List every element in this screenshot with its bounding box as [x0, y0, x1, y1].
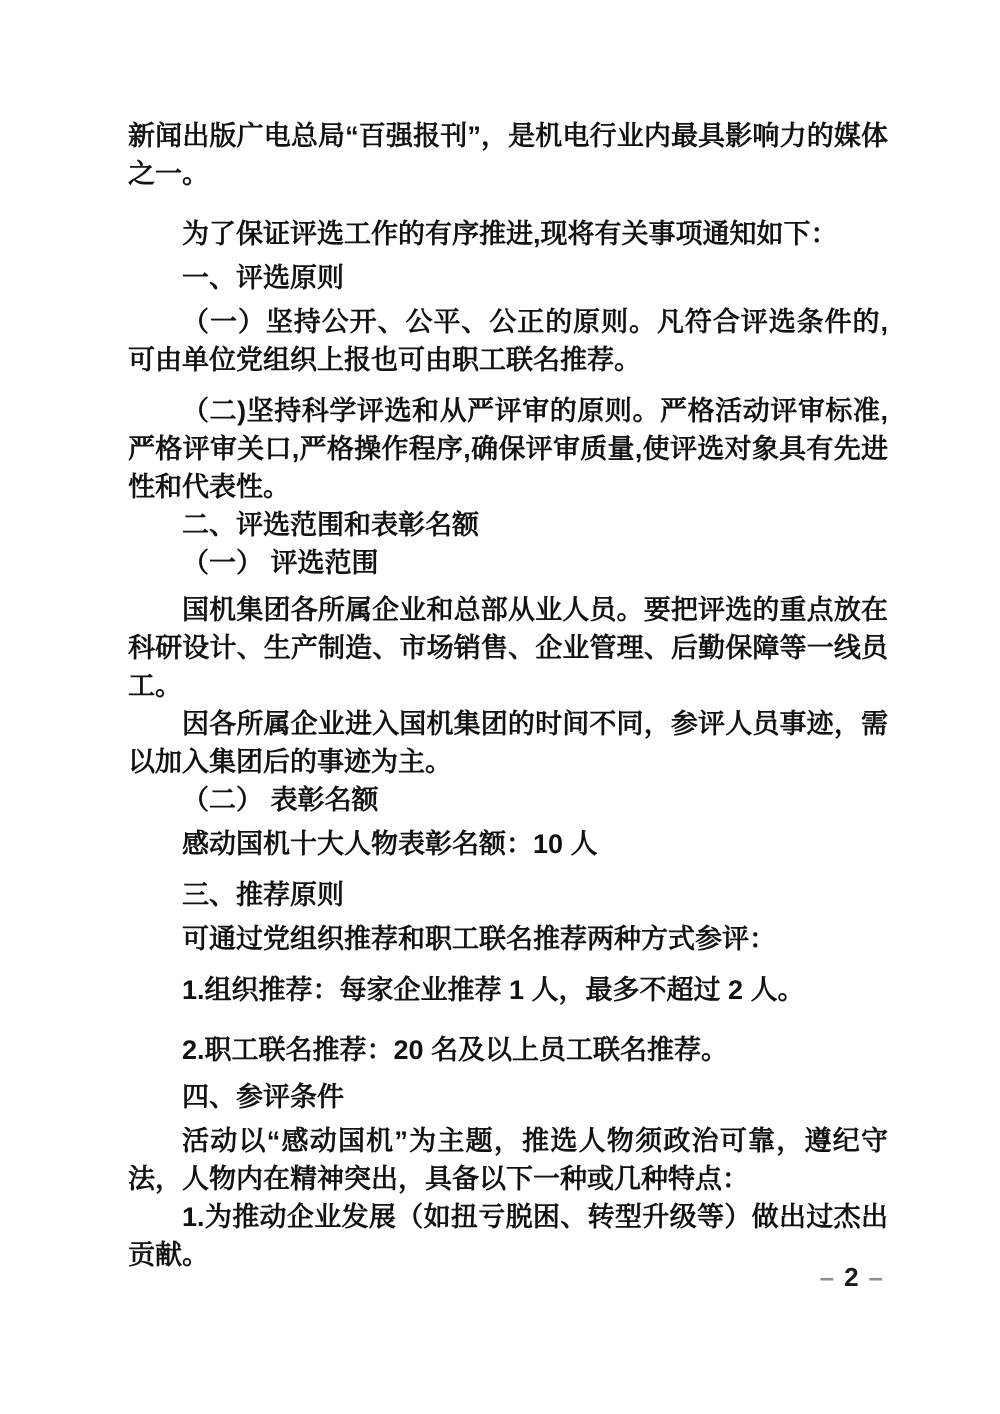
paragraph-recommendation-org: 1.组织推荐：每家企业推荐 1 人，最多不超过 2 人。: [182, 975, 805, 1005]
paragraph-principle-1: （一）坚持公开、公平、公正的原则。凡符合评选条件的,可由单位党组织上报也可由职工联名推荐。: [128, 307, 888, 375]
paragraph-criteria-1: 1.为推动企业发展（如扭亏脱困、转型升级等）做出过杰出贡献。: [128, 1202, 888, 1270]
paragraph-recommendation-joint: 2.职工联名推荐：20 名及以上员工联名推荐。: [182, 1035, 729, 1065]
paragraph-notice-intro: 为了保证评选工作的有序推进,现将有关事项通知如下：: [182, 219, 838, 249]
page-number-right-dash: –: [868, 1262, 883, 1292]
paragraph-media-continuation: 新闻出版广电总局“百强报刊”，是机电行业内最具影响力的媒体之一。: [128, 121, 888, 189]
paragraph-principle-2: （二)坚持科学评选和从严评审的原则。严格活动评审标准,严格评审关口,严格操作程序,确保评审质量,使评选对象具有先进性和代表性。: [128, 396, 888, 502]
paragraph-quota: 感动国机十大人物表彰名额：10 人: [182, 829, 598, 859]
paragraph-scope: 国机集团各所属企业和总部从业人员。要把评选的重点放在科研设计、生产制造、市场销售、企业管理、后勤保障等一线员工。: [128, 595, 888, 701]
paragraph-criteria-intro: 活动以“感动国机”为主题，推选人物须政治可靠，遵纪守法，人物内在精神突出，具备以下一种或几种特点：: [128, 1126, 888, 1194]
heading-3-recommendation: 三、推荐原则: [182, 880, 344, 910]
page-number: [820, 1262, 883, 1292]
page-number-value: 2: [844, 1262, 859, 1292]
page-number-left-dash: –: [819, 1262, 835, 1292]
subheading-2-1-scope: （一） 评选范围: [182, 548, 379, 578]
heading-1-selection-principles: 一、评选原则: [182, 263, 344, 293]
paragraph-recommendation-intro: 可通过党组织推荐和职工联名推荐两种方式参评：: [182, 924, 776, 954]
heading-4-criteria: 四、参评条件: [182, 1082, 344, 1112]
subheading-2-2-quota: （二） 表彰名额: [182, 785, 379, 815]
heading-2-scope-and-quota: 二、评选范围和表彰名额: [182, 510, 479, 540]
paragraph-scope-note: 因各所属企业进入国机集团的时间不同，参评人员事迹，需以加入集团后的事迹为主。: [128, 709, 888, 777]
